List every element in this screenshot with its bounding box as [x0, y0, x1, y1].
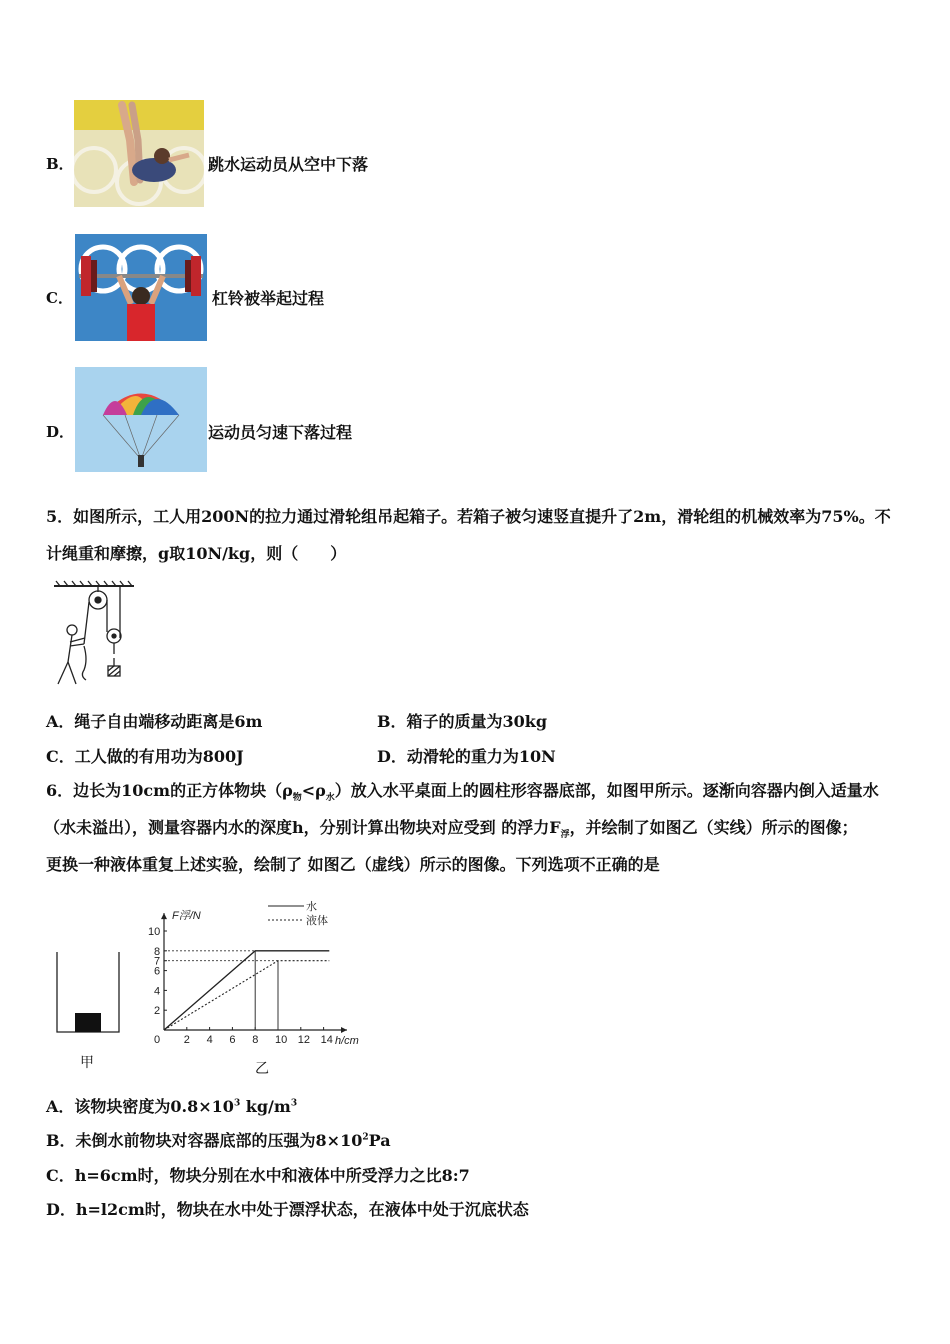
x-tick-label: 8 — [252, 1034, 259, 1046]
cube-block — [75, 1013, 101, 1032]
y-axis-arrow — [161, 913, 167, 919]
y-tick-label: 7 — [154, 955, 161, 968]
x-tick-label: 0 — [154, 1034, 161, 1046]
x-tick-label: 4 — [206, 1034, 213, 1046]
q6-option-c: C．h=6cm时，物块分别在水中和液体中所受浮力之比8:7 — [46, 1166, 470, 1185]
q6-option-a: A．该物块密度为$0.8\times 10^3$ $kg/m^3$ — [46, 1097, 298, 1116]
q6-option-b: B．未倒水前物块对容器底部的压强为$8\times 10^2Pa$ — [46, 1131, 391, 1150]
q6-option-d: D．h=l2cm时，物块在水中处于漂浮状态，在液体中处于沉底状态 — [46, 1200, 529, 1219]
option-d-text: 运动员匀速下落过程 — [208, 423, 353, 442]
y-tick-label: 2 — [154, 1005, 161, 1018]
legend-label: 水 — [306, 901, 317, 913]
fig-jia-label: 甲 — [80, 1055, 94, 1071]
y-tick-label: 4 — [154, 985, 161, 998]
x-tick-label: 2 — [183, 1034, 190, 1046]
q5-stem-line2: 计绳重和摩擦，g取10N/kg，则（ ） — [46, 544, 347, 563]
pulley-worker-diagram-icon — [48, 580, 138, 690]
x-axis-arrow — [341, 1027, 347, 1033]
y-axis-label: F浮/N — [172, 910, 201, 923]
q5-option-c: C．工人做的有用功为800J — [46, 747, 244, 766]
option-d-label: D． — [46, 423, 75, 441]
series-line-1 — [164, 951, 329, 1030]
q5-option-a: A．绳子自由端移动距离是6m — [46, 712, 263, 731]
x-axis-label: h/cm — [335, 1035, 359, 1047]
option-b-text: 跳水运动员从空中下落 — [208, 155, 369, 174]
y-tick-label: 6 — [154, 965, 161, 978]
q6-stem-line2: （水未溢出），测量容器内水的深度h，分别计算出物块对应受到 的浮力$F_浮$，并绘制了如图乙（实线）所示的图像； — [44, 818, 858, 841]
x-tick-label: 10 — [275, 1034, 288, 1046]
q6-stem-line1: 6．边长为10cm的正方体物块$(\rho_物<\rho_水)$放入水平桌面上的圆柱形容器底部，如图甲所示。逐渐向容器内倒入适量水 — [46, 781, 879, 804]
y-tick-label: 10 — [148, 926, 161, 938]
y-tick-label: 8 — [154, 945, 161, 958]
q5-option-b: B．箱子的质量为30kg — [377, 712, 548, 731]
q6-stem-line3: 更换一种液体重复上述实验，绘制了 如图乙（虚线）所示的图像。下列选项不正确的是 — [46, 855, 660, 874]
x-tick-label: 14 — [320, 1034, 333, 1046]
option-b-label: B． — [46, 155, 74, 173]
option-c-text: 杠铃被举起过程 — [212, 289, 325, 308]
q5-option-d: D．动滑轮的重力为10N — [377, 747, 556, 766]
fig-yi-label: 乙 — [255, 1061, 269, 1077]
legend-label: 液体 — [306, 915, 328, 927]
x-tick-label: 6 — [229, 1034, 236, 1046]
option-c-label: C． — [46, 289, 73, 307]
q5-stem-line1: 5．如图所示，工人用200N的拉力通过滑轮组吊起箱子。若箱子被匀速竖直提升了2m，滑轮组的机械效率为75%。不 — [46, 507, 891, 526]
parachute-photo-icon — [75, 367, 207, 472]
diver-photo-icon — [74, 100, 204, 207]
x-tick-label: 12 — [297, 1034, 311, 1046]
buoyancy-chart — [140, 892, 390, 1052]
series-line-2 — [164, 961, 329, 1030]
weightlifter-photo-icon — [75, 234, 207, 341]
